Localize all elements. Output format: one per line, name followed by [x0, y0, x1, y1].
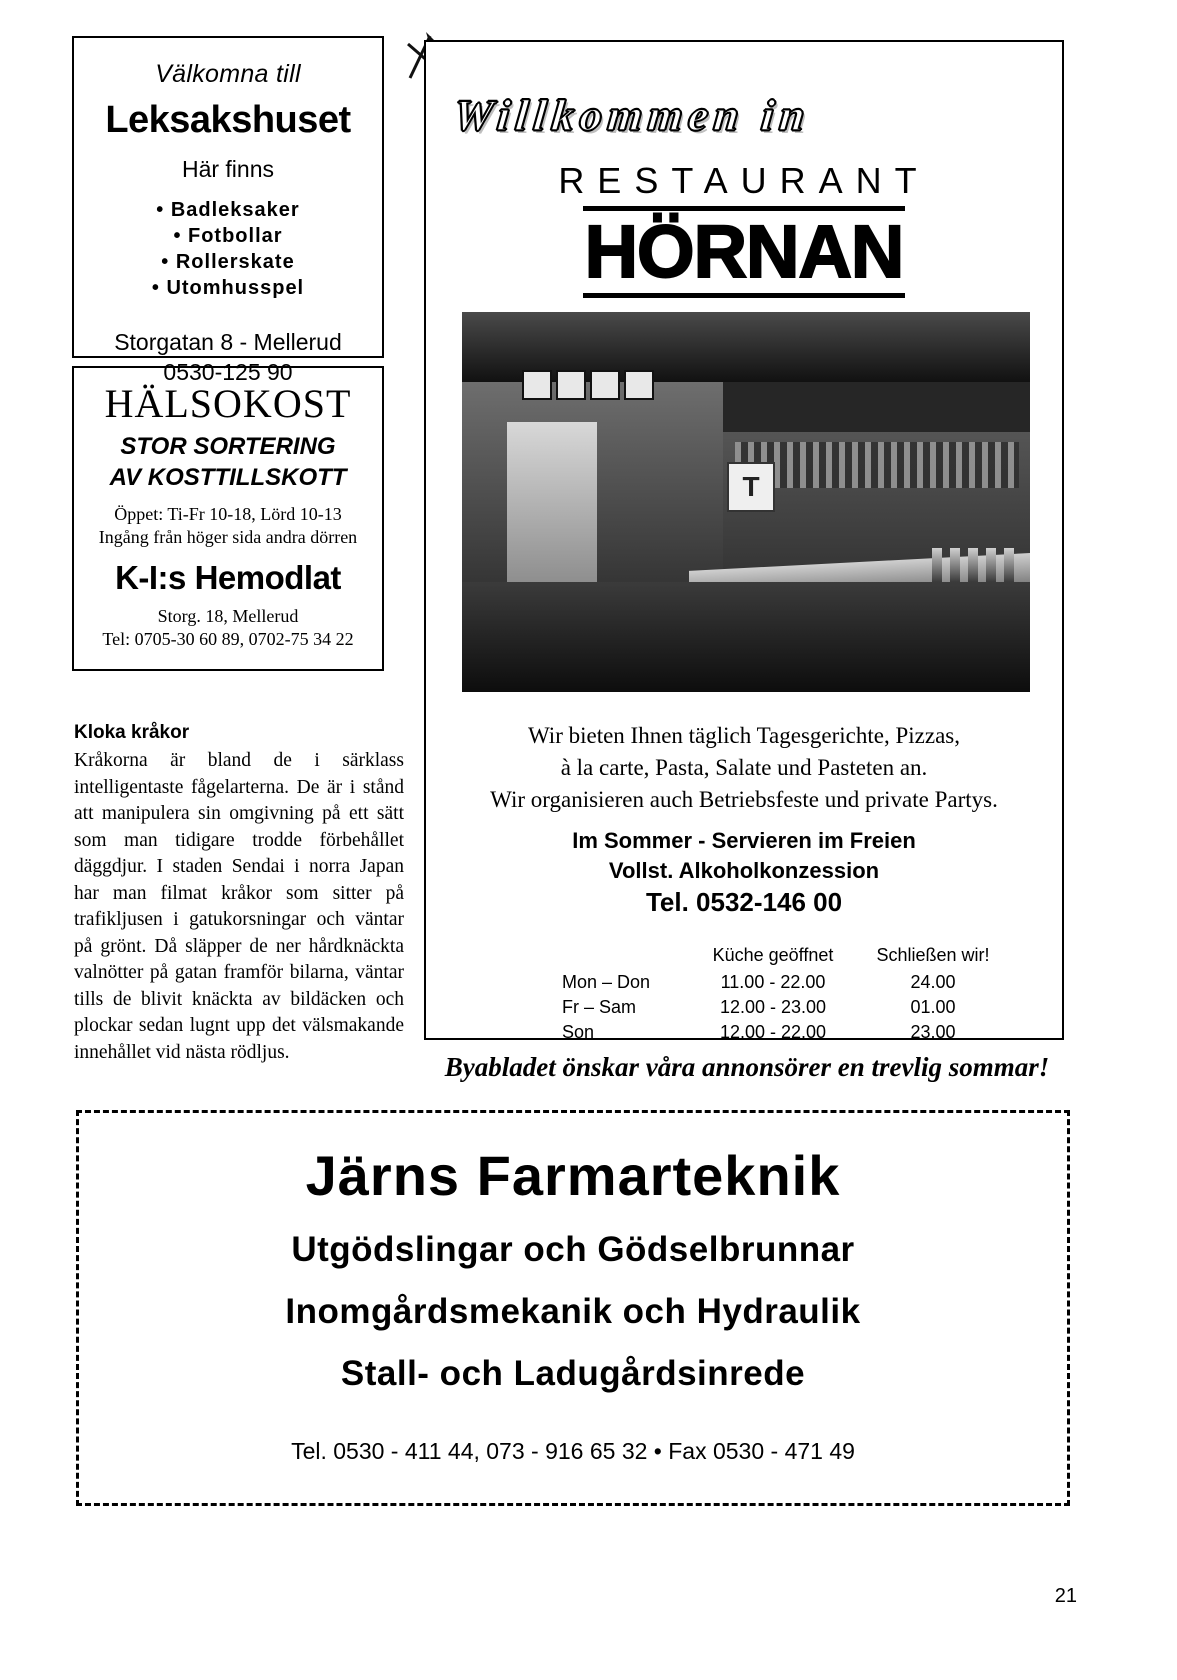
list-item: • Badleksaker [74, 197, 382, 223]
hours-close: 24.00 [910, 972, 956, 992]
jarns-title: Järns Farmarteknik [305, 1144, 841, 1207]
leksakshuset-subtitle: Här finns [181, 156, 275, 182]
leksakshuset-item-list [74, 197, 382, 301]
hours-header-day [562, 942, 682, 970]
photo-sign-letter: T [727, 462, 775, 512]
ad-restaurant-hornan [424, 40, 1064, 1040]
restaurant-description-line2: à la carte, Pasta, Salate und Pasteten an. [560, 755, 928, 780]
ad-leksakshuset [72, 36, 384, 385]
table-row [562, 1020, 1002, 1045]
hours-open: 11.00 - 22.00 [720, 972, 826, 992]
jarns-service-line1: Utgödslingar och Gödselbrunnar [291, 1230, 855, 1269]
byabladet-summer-note: Byabladet önskar våra annonsörer en trevlig sommar! [444, 1052, 1050, 1082]
table-row [562, 995, 1002, 1020]
ad-jarns-farmarteknik [76, 1110, 1070, 1506]
restaurant-name: HÖRNAN [583, 206, 906, 298]
list-item: • Utomhusspel [74, 275, 382, 301]
restaurant-willkommen: Willkommen in [451, 91, 813, 140]
restaurant-highlight-line1: Im Sommer - Servieren im Freien [572, 828, 916, 853]
hours-header-open: Küche geöffnet [712, 945, 834, 965]
halsokost-brand: K-I:s Hemodlat [115, 559, 341, 596]
restaurant-word: RESTAURANT [558, 160, 930, 201]
list-item: • Rollerskate [74, 249, 382, 275]
halsokost-title: HÄLSOKOST [104, 381, 352, 426]
restaurant-description-line3: Wir organisieren auch Betriebsfeste und private Partys. [490, 787, 998, 812]
table-header-row [562, 942, 1002, 970]
restaurant-opening-hours [562, 942, 1002, 1045]
leksakshuset-phone: 0530-125 90 [163, 359, 293, 385]
hours-day: Mon – Don [562, 972, 651, 992]
halsokost-hours: Öppet: Ti-Fr 10-18, Lörd 10-13 [114, 504, 342, 524]
halsokost-entrance: Ingång från höger sida andra dörren [98, 527, 358, 547]
jarns-service-line3: Stall- och Ladugårdsinrede [340, 1354, 806, 1393]
article-kloka-krakor [74, 722, 404, 1066]
page-number: 21 [1054, 1585, 1077, 1607]
leksakshuset-name: Leksakshuset [105, 99, 351, 141]
hours-close: 01.00 [910, 997, 956, 1017]
hours-day: Fr – Sam [562, 997, 637, 1017]
hours-open: 12.00 - 23.00 [719, 997, 827, 1017]
hours-day: Son [562, 1022, 595, 1042]
restaurant-description [450, 720, 1038, 816]
jarns-service-line2: Inomgårdsmekanik och Hydraulik [285, 1292, 861, 1331]
restaurant-tel: Tel. 0532-146 00 [645, 887, 843, 917]
halsokost-subtitle-line1: STOR SORTERING [120, 433, 336, 460]
hours-open: 12.00 - 22.00 [719, 1022, 827, 1042]
restaurant-name-wrapper [440, 206, 1048, 298]
halsokost-address: Storg. 18, Mellerud [157, 606, 299, 626]
article-title: Kloka kråkor [74, 722, 190, 743]
hours-header-close: Schließen wir! [876, 945, 990, 965]
jarns-contact: Tel. 0530 - 411 44, 073 - 916 65 32 • Fax 0530 - 471 49 [291, 1438, 855, 1464]
restaurant-highlights [450, 826, 1038, 886]
leksakshuset-welcome: Välkomna till [155, 60, 301, 88]
leksakshuset-address: Storgatan 8 - Mellerud [114, 329, 342, 355]
halsokost-tel: Tel: 0705-30 60 89, 0702-75 34 22 [102, 629, 354, 649]
restaurant-interior-photo [462, 312, 1030, 692]
ad-halsokost [72, 366, 384, 671]
hours-close: 23.00 [910, 1022, 956, 1042]
restaurant-highlight-line2: Vollst. Alkoholkonzession [608, 858, 880, 883]
restaurant-description-line1: Wir bieten Ihnen täglich Tagesgerichte, Pizzas, [528, 723, 960, 748]
halsokost-subtitle-line2: AV KOSTTILLSKOTT [109, 464, 347, 491]
article-body: Kråkorna är bland de i särklass intelligentaste fågelarterna. De är i stånd att manipulera sin omgivning på ett sätt som man tidigare trodde förbehållet däggdjur. I staden Sendai i norra Japan har man filmat kråkor som sitter på trafikljusen i gatukorsningar och väntar på grönt. Då släpper de ner hårdknäckta valnötter på gatan framför bilarna, väntar tills de blivit knäckta av bildäcken och plockar sedan lugnt upp det välsmakande innehållet vid nästa rödljus. [74, 750, 404, 1063]
list-item: • Fotbollar [74, 223, 382, 249]
table-row [562, 970, 1002, 995]
